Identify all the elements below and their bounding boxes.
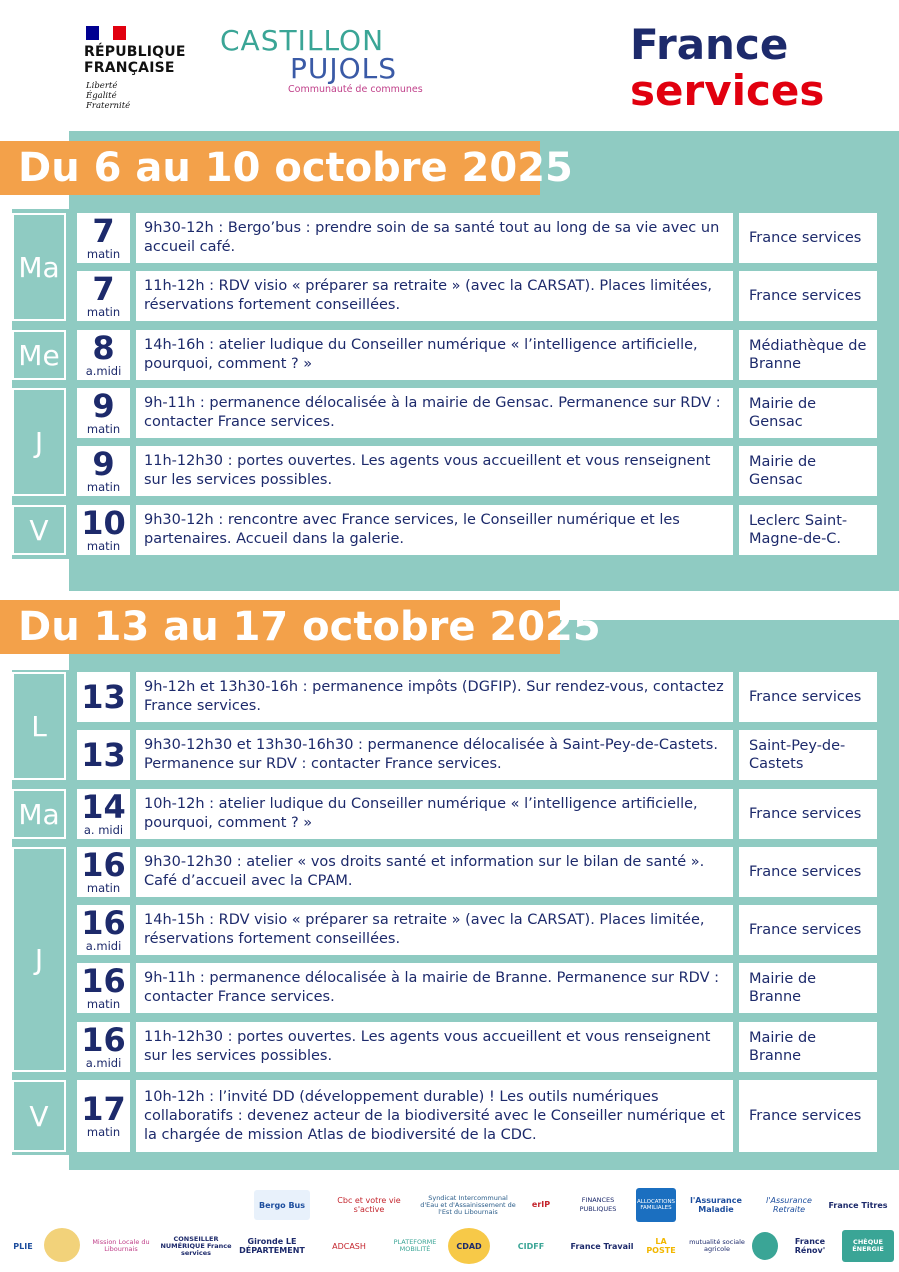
- week2-title: Du 13 au 17 octobre 2025: [0, 600, 560, 654]
- date-cell: [77, 672, 130, 722]
- cc-name-pujols: PUJOLS: [290, 52, 398, 85]
- event-description: 11h-12h : RDV visio « préparer sa retraite » (avec la CARSAT). Places limitées, réservations fortement conseillées.: [136, 271, 733, 321]
- date-cell: [77, 388, 130, 438]
- event-place: France services: [739, 905, 877, 955]
- date-number: 16: [81, 1021, 126, 1060]
- table-row: [77, 1022, 877, 1072]
- event-description: 9h-11h : permanence délocalisée à la mairie de Branne. Permanence sur RDV : contacter France services.: [136, 963, 733, 1013]
- france-services-logo-line2: services: [630, 66, 825, 115]
- date-cell: [77, 213, 130, 263]
- event-description: 9h30-12h30 : atelier « vos droits santé et information sur le bilan de santé ». Café d’accueil avec la CPAM.: [136, 847, 733, 897]
- event-description: 9h-11h : permanence délocalisée à la mairie de Gensac. Permanence sur RDV : contacter France services.: [136, 388, 733, 438]
- date-period: matin: [86, 247, 121, 262]
- conseiller-numerique-logo: CONSEILLER NUMÉRIQUE France services: [160, 1234, 232, 1257]
- gironde-logo: Gironde LE DÉPARTEMENT: [239, 1237, 305, 1255]
- date-period: matin: [86, 305, 121, 320]
- assurance-retraite-logo: l'Assurance Retraite: [766, 1196, 812, 1214]
- bergobus-logo: Bergo Bus: [254, 1190, 310, 1220]
- date-number: 16: [81, 846, 126, 885]
- date-period: matin: [86, 997, 121, 1012]
- france-travail-logo: France Travail: [570, 1241, 634, 1251]
- cbc-logo: Cbc et votre vie s'active: [337, 1196, 401, 1214]
- motto-egalite: Égalité: [86, 91, 117, 101]
- table-row: [77, 1080, 877, 1152]
- event-place: Leclerc Saint-Magne-de-C.: [739, 505, 877, 555]
- table-row: [77, 505, 877, 555]
- republique-francaise-logo: [84, 44, 186, 76]
- date-number: 7: [92, 270, 115, 309]
- plateforme-mobilite-logo: PLATEFORME MOBILITÉ: [393, 1238, 437, 1253]
- republique-line2: FRANÇAISE: [84, 60, 175, 76]
- event-place: Mairie de Branne: [739, 1022, 877, 1072]
- event-description: 9h30-12h30 et 13h30-16h30 : permanence délocalisée à Saint-Pey-de-Castets. Permanence sur RDV : contacter France services.: [136, 730, 733, 780]
- date-cell: [77, 905, 130, 955]
- table-row: [77, 388, 877, 438]
- france-services-logo-line1: France: [630, 20, 789, 69]
- event-place: France services: [739, 847, 877, 897]
- france-titres-logo: France Titres: [828, 1200, 888, 1210]
- community-logo: [44, 1228, 80, 1262]
- erip-logo: erIP: [531, 1199, 551, 1209]
- date-number: 13: [81, 736, 126, 774]
- week1-day-j: J: [12, 388, 66, 496]
- table-row: [77, 789, 877, 839]
- date-number: 8: [92, 329, 115, 368]
- table-row: [77, 963, 877, 1013]
- assurance-maladie-logo: l'Assurance Maladie: [690, 1196, 742, 1214]
- republic-motto: [86, 81, 130, 111]
- event-description: 14h-16h : atelier ludique du Conseiller numérique « l’intelligence artificielle, pourquoi, comment ? »: [136, 330, 733, 380]
- week1-title: Du 6 au 10 octobre 2025: [0, 141, 540, 195]
- table-row: [77, 847, 877, 897]
- cidff-logo: CIDFF: [517, 1241, 545, 1251]
- event-place: Mairie de Branne: [739, 963, 877, 1013]
- week2-day-ma: Ma: [12, 789, 66, 839]
- event-description: 10h-12h : l’invité DD (développement durable) ! Les outils numériques collaboratifs : devenez acteur de la biodiversité avec le Conseiller numérique et la chargée de mission Atlas de biodiversité de la CDC.: [136, 1080, 733, 1152]
- week2-day-l: L: [12, 672, 66, 780]
- date-period: matin: [86, 539, 121, 554]
- date-period: a.midi: [85, 364, 122, 379]
- date-cell: [77, 963, 130, 1013]
- week2-day-v: V: [12, 1080, 66, 1152]
- plie-logo: PLIE: [13, 1241, 33, 1251]
- event-place: France services: [739, 271, 877, 321]
- cheque-energie-logo: CHÈQUE ÉNERGIE: [842, 1230, 894, 1262]
- week1-day-ma: Ma: [12, 213, 66, 321]
- table-row: [77, 905, 877, 955]
- event-place: France services: [739, 672, 877, 722]
- date-number: 17: [81, 1090, 126, 1129]
- marianne-flag-icon: [86, 26, 126, 40]
- week2-day-j: J: [12, 847, 66, 1072]
- event-place: France services: [739, 213, 877, 263]
- event-description: 9h-12h et 13h30-16h : permanence impôts (DGFIP). Sur rendez-vous, contactez France services.: [136, 672, 733, 722]
- date-cell: [77, 1080, 130, 1152]
- date-cell: [77, 330, 130, 380]
- date-number: 9: [92, 387, 115, 426]
- cc-name-castillon: CASTILLON: [220, 24, 385, 57]
- event-place: Mairie de Gensac: [739, 388, 877, 438]
- date-number: 7: [92, 212, 115, 251]
- date-cell: [77, 271, 130, 321]
- table-row: [77, 330, 877, 380]
- date-cell: [77, 789, 130, 839]
- republique-line1: RÉPUBLIQUE: [84, 44, 186, 60]
- date-period: matin: [86, 480, 121, 495]
- mission-locale-logo: Mission Locale du Libournais: [92, 1238, 150, 1253]
- event-description: 11h-12h30 : portes ouvertes. Les agents vous accueillent et vous renseignent sur les services possibles.: [136, 1022, 733, 1072]
- date-cell: [77, 505, 130, 555]
- event-description: 9h30-12h : Bergo’bus : prendre soin de sa santé tout au long de sa vie avec un accueil café.: [136, 213, 733, 263]
- date-period: a. midi: [83, 823, 124, 838]
- event-description: 10h-12h : atelier ludique du Conseiller numérique « l’intelligence artificielle, pourquoi, comment ? »: [136, 789, 733, 839]
- event-description: 11h-12h30 : portes ouvertes. Les agents vous accueillent et vous renseignent sur les services possibles.: [136, 446, 733, 496]
- date-period: a.midi: [85, 1056, 122, 1071]
- table-row: [77, 730, 877, 780]
- motto-liberte: Liberté: [86, 81, 118, 91]
- date-period: matin: [86, 422, 121, 437]
- cc-subtitle: Communauté de communes: [288, 84, 423, 95]
- date-number: 13: [81, 678, 126, 716]
- adcash-logo: ADCASH: [332, 1241, 366, 1251]
- date-period: a.midi: [85, 939, 122, 954]
- date-period: matin: [86, 1125, 121, 1140]
- event-description: 9h30-12h : rencontre avec France services, le Conseiller numérique et les partenaires. Accueil dans la galerie.: [136, 505, 733, 555]
- cdad-logo: CDAD: [448, 1228, 490, 1264]
- date-cell: [77, 1022, 130, 1072]
- motto-fraternite: Fraternité: [86, 101, 131, 111]
- table-row: [77, 271, 877, 321]
- date-cell: [77, 847, 130, 897]
- event-place: France services: [739, 789, 877, 839]
- date-number: 16: [81, 962, 126, 1001]
- la-poste-logo: LA POSTE: [646, 1237, 676, 1255]
- event-place: Médiathèque de Branne: [739, 330, 877, 380]
- week1-day-v: V: [12, 505, 66, 555]
- finances-publiques-logo: FINANCES PUBLIQUES: [579, 1196, 617, 1213]
- date-number: 10: [81, 504, 126, 543]
- event-place: France services: [739, 1080, 877, 1152]
- table-row: [77, 213, 877, 263]
- date-cell: [77, 730, 130, 780]
- week1-day-me: Me: [12, 330, 66, 380]
- table-row: [77, 672, 877, 722]
- caf-logo: ALLOCATIONS FAMILIALES: [636, 1188, 676, 1222]
- siea-logo: Syndicat Intercommunal d'Eau et d'Assainissement de l'Est du Libournais: [420, 1193, 516, 1216]
- date-period: matin: [86, 881, 121, 896]
- date-number: 16: [81, 904, 126, 943]
- date-number: 9: [92, 445, 115, 484]
- info-point-logo: [752, 1232, 778, 1260]
- date-number: 14: [81, 788, 126, 827]
- table-row: [77, 446, 877, 496]
- event-description: 14h-15h : RDV visio « préparer sa retraite » (avec la CARSAT). Places limitée, réservations fortement conseillées.: [136, 905, 733, 955]
- msa-logo: mutualité sociale agricole: [689, 1238, 745, 1253]
- event-place: Mairie de Gensac: [739, 446, 877, 496]
- event-place: Saint-Pey-de-Castets: [739, 730, 877, 780]
- date-cell: [77, 446, 130, 496]
- france-renov-logo: France Rénov': [794, 1237, 826, 1255]
